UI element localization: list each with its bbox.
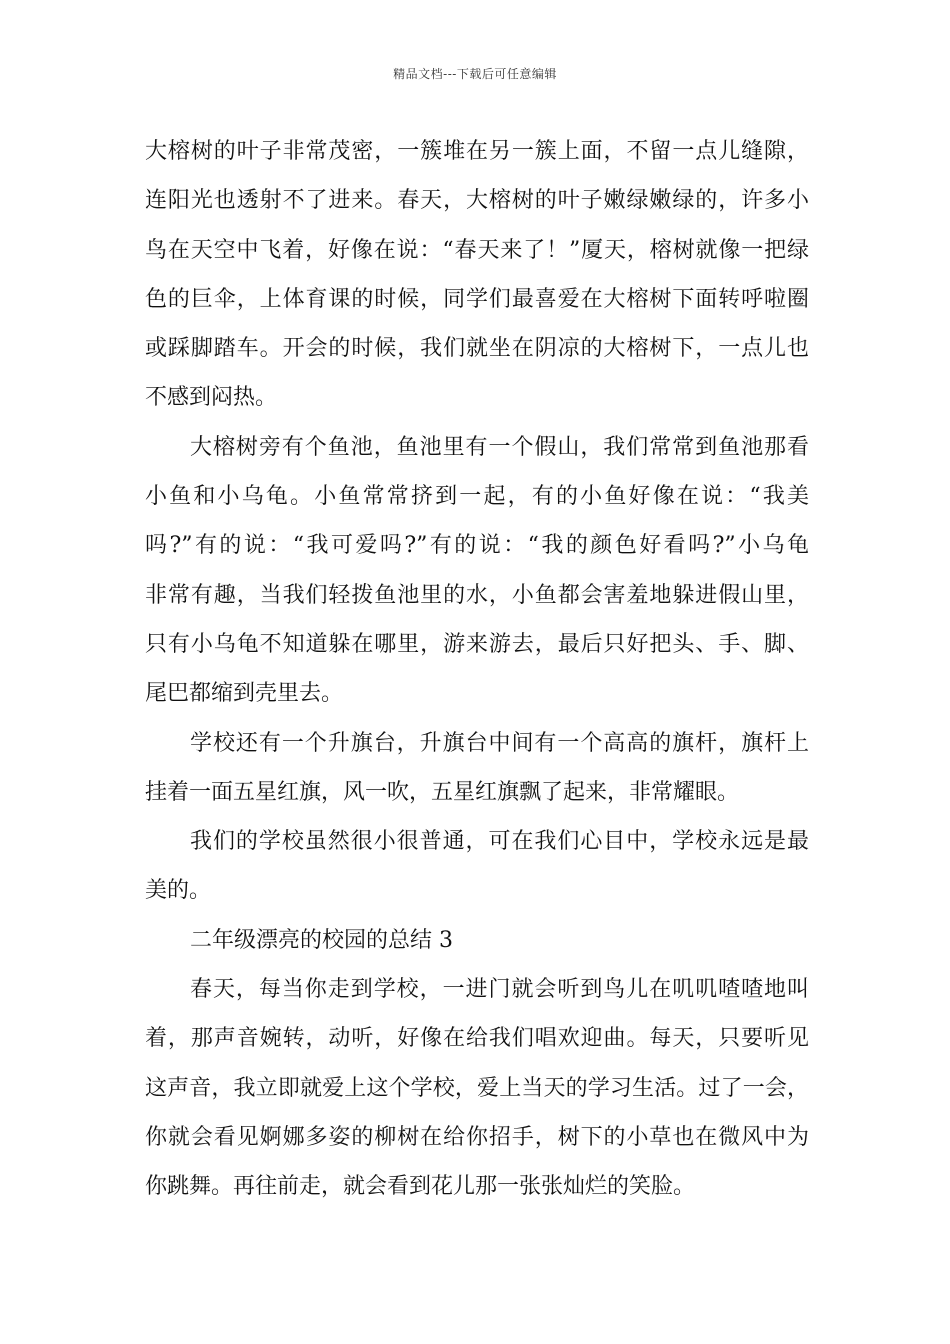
text-line: 大榕树的叶子非常茂密，一簇堆在另一簇上面，不留一点儿缝隙， <box>145 139 809 164</box>
text-line: 小鱼和小乌龟。小鱼常常挤到一起，有的小鱼好像在说：“我美 <box>145 484 809 510</box>
text-line: 不感到闷热。 <box>145 385 278 411</box>
text-line: 春天，每当你走到学校，一进门就会听到鸟儿在叽叽喳喳地叫 <box>190 977 809 1003</box>
text-line: 挂着一面五星红旗，风一吹，五星红旗飘了起来，非常耀眼。 <box>145 779 740 805</box>
text-line: 学校还有一个升旗台，升旗台中间有一个高高的旗杆，旗杆上 <box>190 730 809 756</box>
text-line: 大榕树旁有个鱼池，鱼池里有一个假山，我们常常到鱼池那看 <box>190 434 809 460</box>
text-line: 尾巴都缩到壳里去。 <box>145 681 344 707</box>
text-line: 只有小乌龟不知道躲在哪里，游来游去，最后只好把头、手、脚、 <box>145 631 809 657</box>
text-line: 吗?”有的说：“我可爱吗?”有的说：“我的颜色好看吗?”小乌龟 <box>145 533 809 559</box>
text-line: 或踩脚踏车。开会的时候，我们就坐在阴凉的大榕树下，一点儿也 <box>145 336 809 362</box>
page-header: 精品文档---下载后可任意编辑 <box>393 67 557 81</box>
text-line: 你就会看见婀娜多姿的柳树在给你招手，树下的小草也在微风中为 <box>145 1124 809 1150</box>
text-line: 着，那声音婉转，动听，好像在给我们唱欢迎曲。每天，只要听见 <box>145 1026 809 1052</box>
text-line: 非常有趣，当我们轻拨鱼池里的水，小鱼都会害羞地躲进假山里， <box>145 582 809 608</box>
text-line: 二年级漂亮的校园的总结 3 <box>190 927 453 953</box>
text-line: 美的。 <box>145 878 212 904</box>
text-line: 这声音，我立即就爱上这个学校，爱上当天的学习生活。过了一会， <box>145 1075 809 1101</box>
text-line: 色的巨伞，上体育课的时候，同学们最喜爱在大榕树下面转呼啦圈 <box>145 286 809 312</box>
text-line: 连阳光也透射不了进来。春天，大榕树的叶子嫩绿嫩绿的，许多小 <box>145 188 809 214</box>
text-line: 鸟在天空中飞着，好像在说：“春天来了！”厦天，榕树就像一把绿 <box>145 237 809 263</box>
document-body <box>145 127 809 1212</box>
text-line: 我们的学校虽然很小很普通，可在我们心目中，学校永远是最 <box>190 829 809 855</box>
text-line: 你跳舞。再往前走，就会看到花儿那一张张灿烂的笑脸。 <box>145 1174 696 1200</box>
